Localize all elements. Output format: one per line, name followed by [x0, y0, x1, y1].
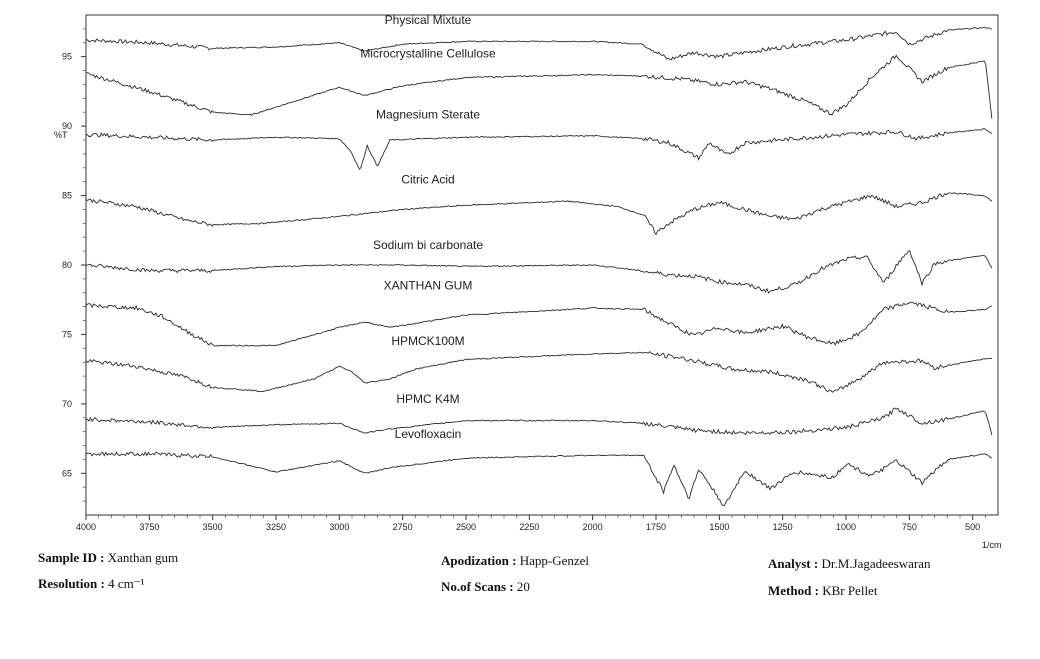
method-separator: :: [814, 583, 819, 598]
scans: [441, 579, 530, 595]
series-label: Citric Acid: [401, 172, 455, 187]
resolution-value: 4 cm⁻¹: [108, 576, 145, 591]
x-axis: [76, 515, 985, 532]
series-line: [86, 452, 992, 505]
method-label: Method: [768, 583, 812, 598]
series-label: HPMCK100M: [391, 333, 465, 348]
x-tick-label: 3250: [265, 522, 287, 532]
series-label: XANTHAN GUM: [383, 278, 473, 293]
y-tick-label: 75: [62, 329, 73, 340]
x-unit-label: 1/cm: [982, 540, 1002, 550]
x-tick-label: 3750: [139, 522, 160, 532]
method: [768, 583, 877, 599]
series-label: Physical Mixtute: [384, 13, 472, 27]
series-line: [86, 251, 992, 293]
resolution-separator: :: [100, 576, 105, 591]
x-tick-label: 750: [901, 522, 917, 532]
apodization-label: Apodization: [441, 553, 509, 568]
scans-label: No.of Scans: [441, 579, 507, 594]
x-tick-label: 2750: [392, 522, 413, 532]
series-line: [86, 193, 992, 235]
series-line: [86, 129, 992, 170]
analyst: [768, 556, 930, 572]
x-tick-label: 1000: [835, 522, 857, 532]
y-tick-label: 65: [62, 468, 73, 479]
analyst-label: Analyst: [768, 556, 811, 571]
x-tick-label: 3000: [329, 522, 350, 532]
sample-id: [38, 550, 178, 566]
y-axis: [62, 29, 86, 501]
sample-id-separator: :: [100, 550, 105, 565]
apodization-value: Happ-Genzel: [519, 553, 590, 568]
sample-id-label: Sample ID: [38, 550, 97, 565]
series-line: [86, 408, 992, 435]
y-tick-label: 90: [62, 121, 73, 132]
analyst-separator: :: [813, 556, 819, 571]
sample-id-value: Xanthan gum: [107, 550, 179, 565]
y-tick-label: 80: [62, 260, 73, 270]
x-tick-label: 1750: [645, 522, 667, 532]
series-label: Magnesium Sterate: [375, 107, 481, 122]
scans-separator: :: [509, 579, 514, 594]
apodization: [441, 553, 589, 569]
x-tick-label: 4000: [75, 522, 97, 532]
y-tick-label: 70: [62, 398, 73, 409]
series-label: Microcrystalline Cellulose: [360, 46, 496, 61]
series-line: [86, 55, 992, 118]
x-tick-label: 500: [965, 522, 981, 532]
x-tick-label: 2000: [582, 522, 603, 532]
series-line: [86, 352, 992, 393]
resolution-label: Resolution: [38, 576, 98, 591]
x-tick-label: 3500: [202, 522, 223, 532]
y-tick-label: 95: [62, 51, 73, 62]
plot-frame: [86, 15, 998, 515]
resolution: [38, 576, 144, 592]
method-value: KBr Pellet: [822, 583, 878, 598]
series-label: Levofloxacin: [394, 426, 462, 441]
apodization-separator: :: [512, 553, 517, 568]
y-tick-label: 85: [62, 190, 73, 201]
x-tick-label: 2500: [455, 522, 477, 532]
x-tick-label: 1500: [709, 522, 730, 532]
series-group: [86, 13, 992, 505]
series-line: [86, 27, 992, 60]
y-axis-label: %T: [54, 130, 68, 140]
series-label: Sodium bi carbonate: [372, 238, 484, 252]
x-tick-label: 2250: [519, 522, 540, 532]
series-label: HPMC K4M: [396, 392, 460, 407]
series-line: [86, 302, 992, 346]
scans-value: 20: [516, 579, 530, 594]
analyst-value: Dr.M.Jagadeeswaran: [821, 556, 931, 571]
x-tick-label: 1250: [772, 522, 793, 532]
